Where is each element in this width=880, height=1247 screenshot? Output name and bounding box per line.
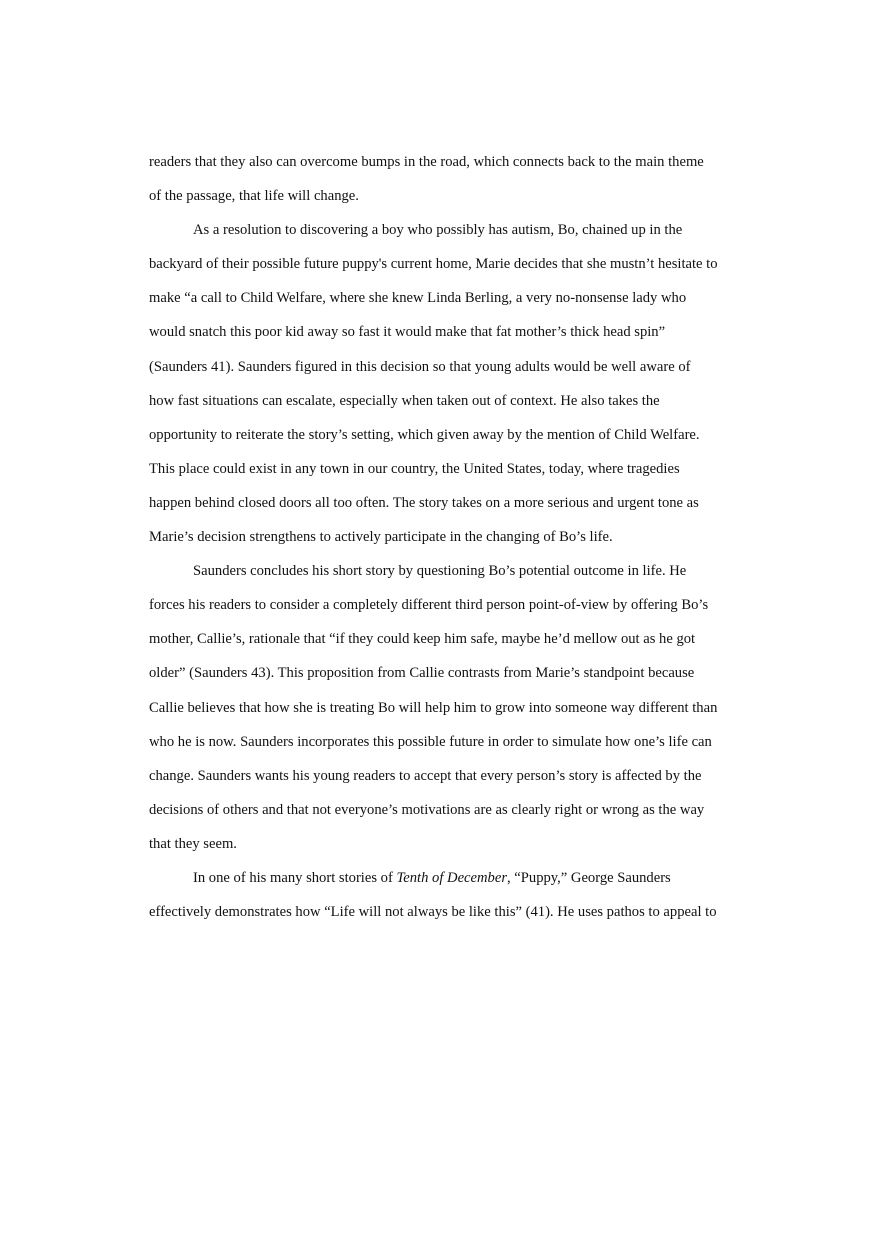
paragraph-2 <box>149 213 733 554</box>
text-line: change. Saunders wants his young readers to accept that every person’s story is affected by the <box>149 767 702 784</box>
body-text <box>149 145 733 929</box>
text-line: backyard of their possible future puppy's current home, Marie decides that she mustn’t hesitate to <box>149 256 718 273</box>
paragraph-3 <box>149 554 733 861</box>
text-line: who he is now. Saunders incorporates this possible future in order to simulate how one’s life can <box>149 733 712 750</box>
text-line: Saunders concludes his short story by questioning Bo’s potential outcome in life. He <box>193 563 687 580</box>
text-line: This place could exist in any town in our country, the United States, today, where tragedies <box>149 460 680 477</box>
text-line: of the passage, that life will change. <box>149 188 359 205</box>
text-line: forces his readers to consider a completely different third person point-of-view by offering Bo’s <box>149 597 709 614</box>
text-line: As a resolution to discovering a boy who possibly has autism, Bo, chained up in the <box>193 222 683 239</box>
paragraph-4 <box>149 861 733 929</box>
text-line: (Saunders 41). Saunders figured in this decision so that young adults would be well aware of <box>149 358 691 375</box>
text-line <box>149 861 733 895</box>
paragraph-1 <box>149 145 733 213</box>
text-line: make “a call to Child Welfare, where she knew Linda Berling, a very no-nonsense lady who <box>149 290 687 307</box>
text-line: Marie’s decision strengthens to actively participate in the changing of Bo’s life. <box>149 529 613 546</box>
text-line: that they seem. <box>149 835 237 852</box>
text-run: , “Puppy,” George Saunders <box>507 869 671 886</box>
text-line: readers that they also can overcome bumps in the road, which connects back to the main theme <box>149 154 704 170</box>
text-line: Callie believes that how she is treating Bo will help him to grow into someone way different than <box>149 699 718 716</box>
text-line: opportunity to reiterate the story’s setting, which given away by the mention of Child Welfare. <box>149 426 700 443</box>
text-line: decisions of others and that not everyone’s motivations are as clearly right or wrong as the way <box>149 801 705 818</box>
text-run: In one of his many short stories of <box>193 869 397 886</box>
text-line: would snatch this poor kid away so fast it would make that fat mother’s thick head spin” <box>149 324 666 341</box>
text-line: mother, Callie’s, rationale that “if they could keep him safe, maybe he’d mellow out as he got <box>149 631 696 648</box>
text-line: older” (Saunders 43). This proposition from Callie contrasts from Marie’s standpoint because <box>149 665 695 682</box>
text-line: effectively demonstrates how “Life will not always be like this” (41). He uses pathos to appeal to <box>149 904 717 921</box>
book-title: Tenth of December <box>396 869 507 886</box>
text-line: happen behind closed doors all too often. The story takes on a more serious and urgent tone as <box>149 494 699 511</box>
text-line: how fast situations can escalate, especially when taken out of context. He also takes the <box>149 392 660 409</box>
